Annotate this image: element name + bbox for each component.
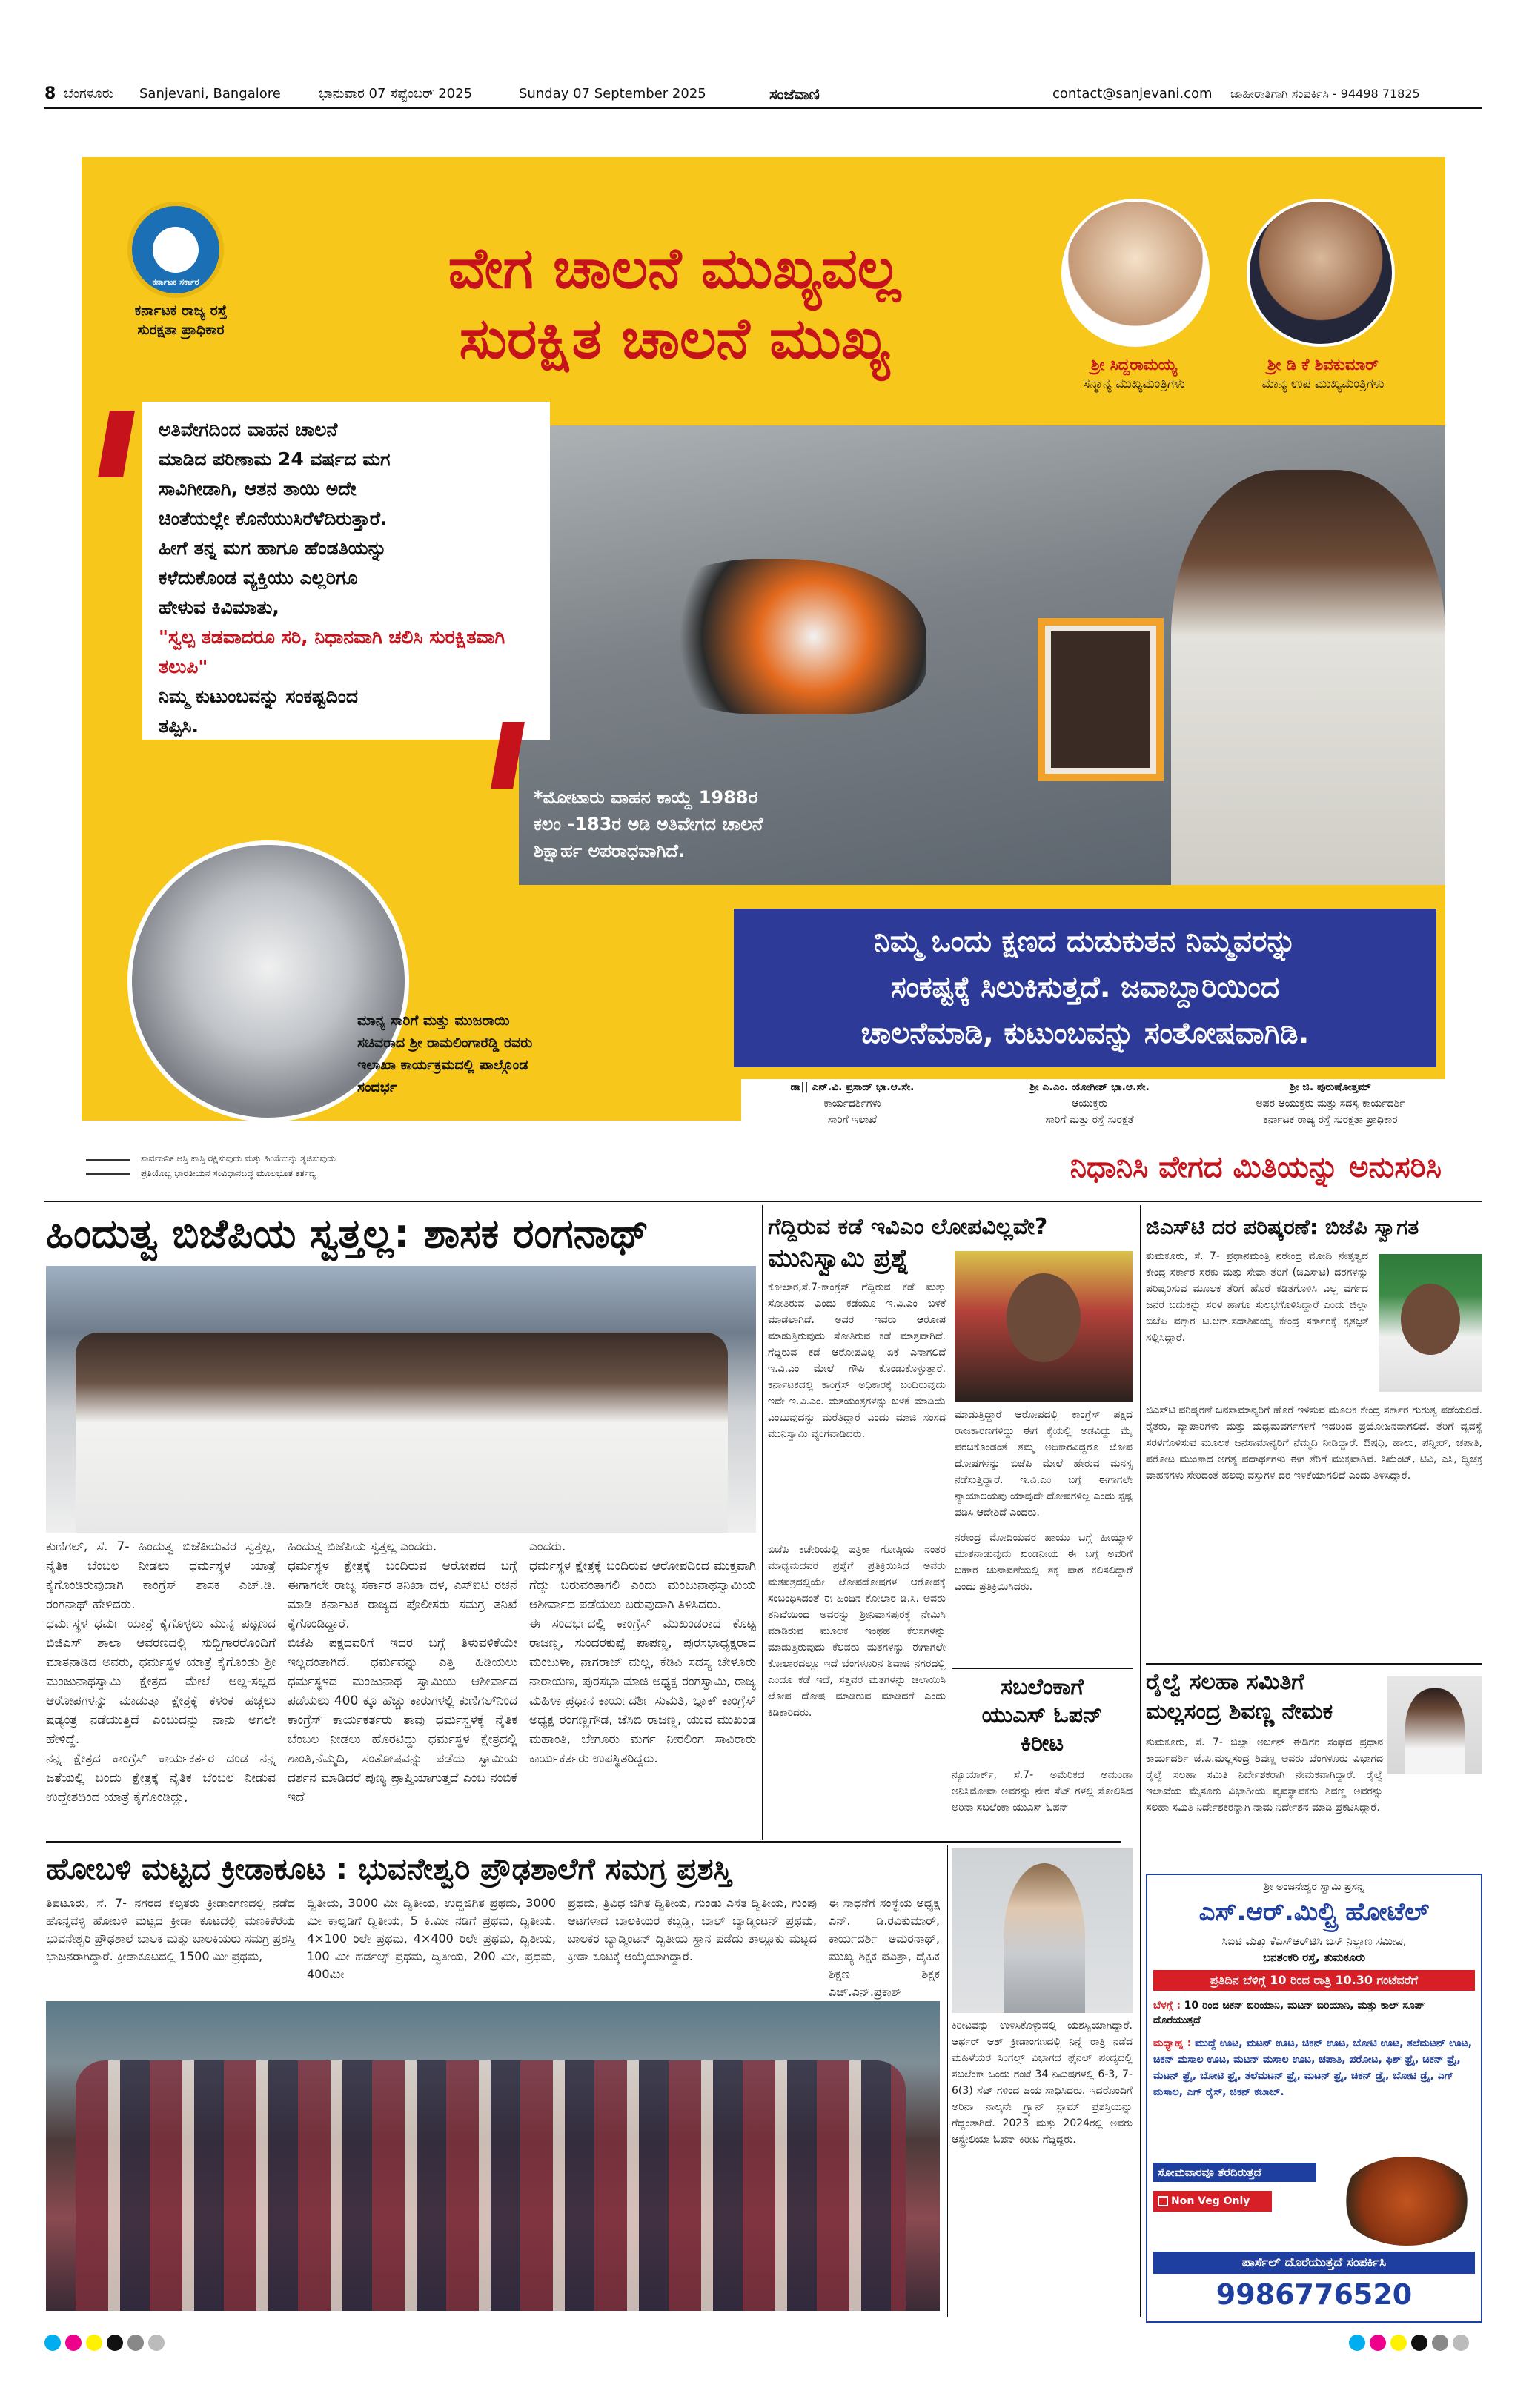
minister-caption: ಮಾನ್ಯ ಸಾರಿಗೆ ಮತ್ತು ಮುಜರಾಯಿ ಸಚಿವರಾದ ಶ್ರೀ ರಾಮಲಿಂಗಾರೆಡ್ಡಿ ರವರು ಇಲಾಖಾ ಕಾರ್ಯಕ್ರಮದಲ್ಲಿ ಪಾಲ್ಗೊಂಡ ಸಂದರ್ಭ: [357, 1012, 533, 1095]
cm-title: ಸನ್ಮಾನ್ಯ ಮುಖ್ಯಮಂತ್ರಿಗಳು: [1083, 377, 1185, 391]
story4-photo: [952, 1848, 1133, 2013]
footer-red-slogan: ನಿಧಾನಿಸಿ ವೇಗದ ಮಿತಿಯನ್ನು ಅನುಸರಿಸಿ: [1070, 1150, 1442, 1184]
sabalenka-with-trophy: [1004, 1863, 1085, 2013]
story5-headline-2: ಮಲ್ಲಸಂದ್ರ ಶಿವಣ್ಣ ನೇಮಕ: [1146, 1699, 1333, 1725]
story4-headline-2: ಯುಎಸ್ ಓಪನ್: [981, 1702, 1103, 1728]
story6-col4: ಈ ಸಾಧನೆಗೆ ಸಂಸ್ಥೆಯ ಅಧ್ಯಕ್ಷ ಎನ್. ಡಿ.ರವಿಕುಮಾರ್, ಕಾರ್ಯದರ್ಶಿ ಅಮರನಾಥ್, ಮುಖ್ಯ ಶಿಕ್ಷಕ ಪವಿತ್ರಾ, ದೈಹಿಕ ಶಿಕ್ಷಣ ಶಿಕ್ಷಕ ಎಚ್.ಎನ್.ಪ್ರಕಾಶ್: [829, 1896, 940, 1999]
story-end: ತಪ್ಪಿಸಿ.: [159, 715, 199, 737]
blue-message-box: ನಿಮ್ಮ ಒಂದು ಕ್ಷಣದ ದುಡುಕುತನ ನಿಮ್ಮವರನ್ನು ಸಂಕಷ್ಟಕ್ಕೆ ಸಿಲುಕಿಸುತ್ತದೆ. ಜವಾಬ್ದಾರಿಯಿಂದ ಚಾಲನೆಮಾಡಿ, ಕುಟುಂಬವನ್ನು ಸಂತೋಷವಾಗಿಡಿ.: [734, 909, 1436, 1067]
column-rule: [762, 1205, 763, 1840]
authority-name-2: ಸುರಕ್ಷತಾ ಪ್ರಾಧಿಕಾರ: [137, 322, 225, 338]
hotel-breakfast: ಬೆಳಗ್ಗೆ : 10 ರಿಂದ ಚಿಕನ್ ಬಿರಿಯಾನಿ, ಮಟನ್ ಬಿರಿಯಾನಿ, ಮತ್ತು ಕಾಲ್ ಸೂಪ್ ದೊರೆಯುತ್ತದೆ: [1153, 2000, 1425, 2026]
story6-headline: ಹೋಬಳಿ ಮಟ್ಟದ ಕ್ರೀಡಾಕೂಟ : ಭುವನೇಶ್ವರಿ ಪ್ರೌಢಶಾಲೆಗೆ ಸಮಗ್ರ ಪ್ರಶಸ್ತಿ: [46, 1852, 732, 1886]
registration-marks-right: [1349, 2335, 1497, 2352]
ad-bottom-rule: [44, 1201, 1482, 1202]
story-end: ನಿಮ್ಮ ಕುಟುಂಬವನ್ನು ಸಂಕಷ್ಟದಿಂದ: [159, 686, 359, 707]
framed-son-photo: [1045, 626, 1156, 774]
law-note: *ಮೋಟಾರು ವಾಹನ ಕಾಯ್ದೆ 1988ರ ಕಲಂ -183ರ ಅಡಿ ಅತಿವೇಗದ ಚಾಲನೆ ಶಿಕ್ಷಾರ್ಹ ಅಪರಾಧವಾಗಿದೆ.: [534, 787, 763, 861]
crashed-bike: [645, 559, 926, 714]
ad-headline-1: ವೇಗ ಚಾಲನೆ ಮುಖ್ಯವಲ್ಲ: [448, 235, 901, 301]
story4-body: ನ್ಯೂಯಾರ್ಕ್, ಸೆ.7- ಅಮೆರಿಕದ ಅಮಂಡಾ ಅನಿಸಿಮೋವಾ ಅವರನ್ನು ನೇರ ಸೆಟ್ ಗಳಲ್ಲಿ ಸೋಲಿಸಿದ ಅರಿನಾ ಸಬಲೆಂಕಾ ಯುಎಸ್ ಓಪನ್: [952, 1769, 1133, 1814]
authority-name-1: ಕರ್ನಾಟಕ ರಾಜ್ಯ ರಸ್ತೆ: [134, 302, 228, 319]
hotel-name: ಎಸ್.ಆರ್.ಮಿಲ್ಟ್ರಿ ಹೋಟೆಲ್: [1198, 1897, 1430, 1927]
cm-portrait: [1061, 199, 1210, 347]
official-2: ಶ್ರೀ ಎ.ಎಂ. ಯೋಗೀಶ್ ಭಾ.ಆ.ಸೇ. ಆಯುಕ್ತರು ಸಾರಿಗೆ ಮತ್ತು ರಸ್ತೆ ಸುರಕ್ಷತೆ: [1029, 1081, 1150, 1126]
story2-body-3: ಬಿಜೆಪಿ ಕಚೇರಿಯಲ್ಲಿ ಪತ್ರಿಕಾ ಗೋಷ್ಠಿಯ ನಂತರ ಮಾಧ್ಯಮದವರ ಪ್ರಶ್ನೆಗೆ ಪ್ರತಿಕ್ರಿಯಿಸಿದ ಅವರು ಮತಪತ್ರದಲ್ಲಿಯೇ ಲೋಪದೋಷಗಳ ಆರೋಪಕ್ಕೆ ಸಂಬಂಧಿಸಿದಂತೆ ಈ ಹಿಂದಿನ ಕೋಲಾರ ಡಿ.ಸಿ. ಅವರು ತನಿಖೆಯಿಂದ ಅವರನ್ನು ಶ್ರೀನಿವಾಸಪುರಕ್ಕೆ ನೇಮಿಸಿ ಮಾಡಿರುವ ಮೂಲಕ ಇಂಥಹ ಕೆಲಸಗಳನ್ನು ಮಾಡುತ್ತಿರುವುದು ಕೆಲವರು ಮತಗಳನ್ನು ಈಗಾಗಲೇ ಕೋಲಾರದಲ್ಲೂ ಇದೆ ಬೆಂಗಳೂರಿನ ಶಿವಾಜಿ ನಗರದಲ್ಲಿ ಎಂದೂ ಕಡೆ ಇದೆ, ಸತ್ತವರ ಮತಗಳನ್ನು ಚಲಾಯಿಸಿ ಲೋಪ ದೋಷ ಮಾಡಿರುವ ಮಾಡಿದರೆ ಎಂದು ಕಿಡಿಕಾರಿದರು.: [768, 1544, 946, 1719]
parliament-icon: [86, 1159, 130, 1175]
road-safety-ad: [82, 157, 1445, 1121]
story2-body-4: ನರೇಂದ್ರ ಮೋದಿಯವರ ಹಾಯು ಬಗ್ಗೆ ಹೀಯ್ಯಾಳಿ ಮಾತನಾಡುವುದು ಖಂಡನೀಯ ಈ ಬಗ್ಗೆ ಅವರಿಗೆ ಬಹಾರ ಚುನಾವಣೆಯಲ್ಲಿ ತಕ್ಕ ಪಾಠ ಕಲಿಸಲಿದ್ದಾರೆ ಎಂದು ಪ್ರತಿಕ್ರಿಯಿಸಿದರು.: [955, 1532, 1133, 1593]
story1-col2: ಹಿಂದುತ್ವ ಬಿಜೆಪಿಯ ಸ್ವತ್ತಲ್ಲ ಎಂದರು. ಧರ್ಮಸ್ಥಳ ಕ್ಷೇತ್ರಕ್ಕೆ ಬಂದಿರುವ ಆರೋಪದ ಬಗ್ಗೆ ಈಗಾಗಲೇ ರಾಜ್ಯ ಸರ್ಕಾರ ತನಿಖಾ ದಳ, ಎಸ್‌ಐಟಿ ರಚನೆ ಮಾಡಿ ಕರ್ನಾಟಕ ರಾಜ್ಯದ ಪೊಲೀಸರು ಸಮಗ್ರ ತನಿಖೆ ಕೈಗೊಂಡಿದ್ದಾರೆ. ಬಿಜೆಪಿ ಪಕ್ಷದವರಿಗೆ ಇದರ ಬಗ್ಗೆ ತಿಳುವಳಿಕೆಯೇ ಇಲ್ಲದಂತಾಗಿದೆ. ಧರ್ಮವನ್ನು ಎತ್ತಿ ಹಿಡಿಯಲು ಧರ್ಮಸ್ಥಳದ ಮಂಜುನಾಥ ಸ್ವಾಮಿಯ ಆಶೀರ್ವಾದ ಪಡೆಯಲು 400 ಕ್ಕೂ ಹೆಚ್ಚು ಕಾರುಗಳಲ್ಲಿ ಕುಣಿಗಲ್‌ನಿಂದ ಕಾಂಗ್ರೆಸ್ ಕಾರ್ಯಕರ್ತರು ತಾವು ಧರ್ಮಸ್ಥಳಕ್ಕೆ ನೈತಿಕ ಬೆಂಬಲ ನೀಡಲು ಹೊರಟಿದ್ದು ಧರ್ಮಸ್ಥಳ ಕ್ಷೇತ್ರದಲ್ಲಿ ಶಾಂತಿ,ನೆಮ್ಮದಿ, ಸಂತೋಷವನ್ನು ಪಡೆದು ಸ್ವಾಮಿಯ ದರ್ಶನ ಮಾಡಿದರೆ ಪುಣ್ಯ ಪ್ರಾಪ್ತಿಯಾಗುತ್ತದೆ ಎಂಬ ನಂಬಿಕೆ ಇದೆ: [288, 1539, 517, 1805]
header-masthead: ಸಂಜೆವಾಣಿ: [769, 85, 820, 103]
hotel-ad: [1146, 1874, 1482, 2323]
story-quote: "ಸ್ವಲ್ಪ ತಡವಾದರೂ ಸರಿ, ನಿಧಾನವಾಗಿ ಚಲಿಸಿ ಸುರಕ್ಷಿತವಾಗಿ ತಲುಪಿ": [159, 626, 505, 677]
hotel-address-2: ಬನಶಂಕರಿ ರಸ್ತೆ, ತುಮಕೂರು: [1263, 1951, 1365, 1964]
hotel-address-1: ಸಿಐಟಿ ಮತ್ತು ಕೆಎಸ್ಆರ್‌ಟಿಸಿ ಬಸ್ ನಿಲ್ದಾಣ ಸಮೀಪ,: [1221, 1934, 1407, 1948]
header-ad-contact: ಜಾಹೀರಾತಿಗಾಗಿ ಸಂಪರ್ಕಿಸಿ - 94498 71825: [1230, 87, 1420, 101]
story2-body-2: ಮಾಡುತ್ತಿದ್ದಾರೆ ಆರೋಪದಲ್ಲಿ ಕಾಂಗ್ರೆಸ್ ಪಕ್ಷದ ರಾಜಕಾರಣಗಳಿದ್ದು ಈಗ ಕೈಯಲ್ಲಿ ಅಡವಿದ್ದು ಮೈ ಪರಚಿಕೊಂಡಂತೆ ತಮ್ಮ ಅಧಿಕಾರವಿದ್ದರೂ ಲೋಪ ದೋಷಗಳನ್ನು ಬಿಜೆಪಿ ಮೇಲೆ ಹೇರುವ ಮನಸ್ಸ ನಡೆಸುತ್ತಿದ್ದಾರೆ. ಇ.ವಿ.ಎಂ ಬಗ್ಗೆ ಈಗಾಗಲೇ ನ್ಯಾಯಾಲಯವು ಯಾವುದೇ ದೋಷಗಳಿಲ್ಲ ಎಂದು ಸ್ಪಷ್ಟ ಪಡಿಸಿ ಆದೇಶಿದೆ ಎಂದರು.: [955, 1409, 1133, 1519]
story6-photo: [46, 2001, 940, 2311]
hotel-phone[interactable]: 9986776520: [1216, 2278, 1413, 2311]
dcm-title: ಮಾನ್ಯ ಉಪ ಮುಖ್ಯಮಂತ್ರಿಗಳು: [1261, 377, 1385, 391]
food-plate-photo: [1340, 2157, 1473, 2246]
hotel-parcel: ಪಾರ್ಸೆಲ್ ದೊರೆಯುತ್ತದೆ ಸಂಪರ್ಕಿಸಿ: [1153, 2252, 1475, 2274]
nonveg-icon: [1158, 2196, 1168, 2206]
officials-strip: [741, 1079, 1445, 1146]
story-line: ಚಿಂತೆಯಲ್ಲೇ ಕೊನೆಯುಸಿರೆಳೆದಿರುತ್ತಾರೆ.: [159, 508, 388, 529]
official-1: ಡಾ|| ಎನ್.ವಿ. ಪ್ರಸಾದ್ ಭಾ.ಆ.ಸೇ. ಕಾರ್ಯದರ್ಶಿಗಳು ಸಾರಿಗೆ ಇಲಾಖೆ: [790, 1081, 915, 1126]
header-date-kn: ಭಾನುವಾರ 07 ಸೆಪ್ಟೆಂಬರ್ 2025: [319, 86, 473, 102]
munisvamy-portrait: [1007, 1273, 1081, 1362]
sadashivaiah-portrait: [1401, 1284, 1460, 1355]
header-city: ಬೆಂಗಳೂರು: [64, 86, 114, 102]
shivanna-portrait: [1405, 1688, 1465, 1774]
story3-headline: ಜಿಎಸ್‌ಟಿ ದರ ಪರಿಷ್ಕರಣೆ: ಬಿಜೆಪಿ ಸ್ವಾಗತ: [1146, 1215, 1419, 1239]
column-rule: [947, 1845, 948, 2317]
story4-headline-3: ಕಿರೀಟ: [1020, 1731, 1064, 1757]
story4-top-rule: [952, 1668, 1133, 1669]
story5-top-rule: [1146, 1663, 1482, 1665]
story2-headline-1: ಗೆದ್ದಿರುವ ಕಡೆ ಇವಿಎಂ ಲೋಪವಿಲ್ಲವೇ?: [768, 1214, 1048, 1240]
nonveg-badge: Non Veg Only: [1153, 2191, 1272, 2212]
students-group: [76, 2060, 906, 2311]
story2-photo: [955, 1251, 1133, 1402]
story-box: [142, 402, 550, 740]
page-header: [44, 83, 1482, 105]
group-of-people: [76, 1333, 728, 1533]
story1-col1: ಕುಣಿಗಲ್, ಸೆ. 7- ಹಿಂದುತ್ವ ಬಿಜೆಪಿಯವರ ಸ್ವತ್ತಲ್ಲ, ನೈತಿಕ ಬೆಂಬಲ ನೀಡಲು ಧರ್ಮಸ್ಥಳ ಯಾತ್ರೆ ಕೈಗೊಂಡಿರುವುದಾಗಿ ಕಾಂಗ್ರೆಸ್ ಶಾಸಕ ಎಚ್.ಡಿ. ರಂಗನಾಥ್ ಹೇಳಿದರು. ಧರ್ಮಸ್ಥಳ ಧರ್ಮ ಯಾತ್ರೆ ಕೈಗೊಳ್ಳಲು ಮುನ್ನ ಪಟ್ಟಣದ ಬಿಜಿಎಸ್ ಶಾಲಾ ಆವರಣದಲ್ಲಿ ಸುದ್ದಿಗಾರರೊಂದಿಗೆ ಮಾತನಾಡಿದ ಅವರು, ಧರ್ಮಸ್ಥಳ ಯಾತ್ರೆ ಕೈಗೊಂಡು ಶ್ರೀ ಮಂಜುನಾಥಸ್ವಾಮಿ ಕ್ಷೇತ್ರದ ಮೇಲೆ ಅಲ್ಲ-ಸಲ್ಲದ ಆರೋಪಗಳನ್ನು ಮಾಡುತ್ತಾ ಕ್ಷೇತ್ರಕ್ಕೆ ಕಳಂಕ ಹಚ್ಚಲು ಷಡ್ಯಂತ್ರ ನಡೆಯುತ್ತಿದೆ ಎಂಬುದನ್ನು ನಾನು ಅಗಲೇ ಹೇಳಿದ್ದೆ. ನನ್ನ ಕ್ಷೇತ್ರದ ಕಾಂಗ್ರೆಸ್ ಕಾರ್ಯಕರ್ತರ ದಂಡ ನನ್ನ ಜತೆಯಲ್ಲಿ ಬಂದು ಕ್ಷೇತ್ರಕ್ಕೆ ನೈತಿಕ ಬೆಂಬಲ ನೀಡುವ ಉದ್ದೇಶದಿಂದ ಯಾತ್ರೆ ಕೈಗೊಂಡಿದ್ದು,: [46, 1539, 276, 1805]
dcm-portrait: [1247, 199, 1395, 347]
story6-col1: ತಿಪಟೂರು, ಸೆ. 7- ನಗರದ ಕಲ್ಪತರು ಕ್ರೀಡಾಂಗಣದಲ್ಲಿ ನಡೆದ ಹೊನ್ನವಳ್ಳಿ ಹೋಬಳಿ ಮಟ್ಟದ ಕ್ರೀಡಾ ಕೂಟದಲ್ಲಿ ಮಣಕಿಕೆರೆಯ ಭುವನೇಶ್ವರಿ ಪ್ರೌಢಶಾಲೆ ಬಾಲಕ ಮತ್ತು ಬಾಲಕಿಯರು ಸಮಗ್ರ ಪ್ರಶಸ್ತಿ ಭಾಜನರಾಗಿದ್ದಾರೆ. ಕ್ರೀಡಾಕೂಟದಲ್ಲಿ 1500 ಮೀ ಪ್ರಥಮ,: [46, 1896, 295, 1963]
story1-col3: ಎಂದರು. ಧರ್ಮಸ್ಥಳ ಕ್ಷೇತ್ರಕ್ಕೆ ಬಂದಿರುವ ಆರೋಪದಿಂದ ಮುಕ್ತವಾಗಿ ಗೆದ್ದು ಬರುವಂತಾಗಲಿ ಎಂದು ಮಂಜುನಾಥಸ್ವಾಮಿಯ ಆಶೀರ್ವಾದ ಪಡೆಯಲು ಬರುವುದಾಗಿ ತಿಳಿಸಿದರು. ಈ ಸಂದರ್ಭದಲ್ಲಿ ಕಾಂಗ್ರೆಸ್ ಮುಖಂಡರಾದ ಕೊಟ್ಟ ರಾಜಣ್ಣ, ಸುಂದರಕುಪ್ಪೆ ಪಾಪಣ್ಣ, ಪುರಸಭಾಧ್ಯಕ್ಷರಾದ ಮಂಜುಳಾ, ನಾಗರಾಜ್ ಮಲ್ಲ, ಕೆಡಿಪಿ ಸದಸ್ಯ ಚೇಳೂರು ನಾರಾಯಣ, ಪುರಸಭಾ ಮಾಜಿ ಅಧ್ಯಕ್ಷ ರಂಗಸ್ವಾಮಿ, ರಾಜ್ಯ ಮಹಿಳಾ ಪ್ರಧಾನ ಕಾರ್ಯದರ್ಶಿ ಸುಮತಿ, ಬ್ಲಾಕ್ ಕಾಂಗ್ರೆಸ್ ಅಧ್ಯಕ್ಷ ರಂಗಣ್ಣಗೌಡ, ಜೆಸಿಬಿ ರಾಜಣ್ಣ, ಯುವ ಮುಖಂಡ ಮಹಾಂತಿ, ಬೇಗೂರು ಮರ್ಗ ನೀರಲಿಂಗ ಸಾವಿರಾರು ಕಾರ್ಯಕರ್ತರು ಉಪಸ್ಥಿತರಿದ್ದರು.: [529, 1539, 756, 1766]
registration-marks-left: [44, 2335, 193, 2352]
hotel-blessing: ಶ್ರೀ ಅಂಜನೇಶ್ವರ ಸ್ವಾಮಿ ಪ್ರಸನ್ನ: [1264, 1881, 1364, 1893]
story2-headline-2: ಮುನಿಸ್ವಾಮಿ ಪ್ರಶ್ನೆ: [768, 1244, 909, 1273]
cm-name: ಶ್ರೀ ಸಿದ್ದರಾಮಯ್ಯ: [1090, 356, 1178, 374]
hotel-timing: ಪ್ರತಿದಿನ ಬೆಳಿಗ್ಗೆ 10 ರಿಂದ ರಾತ್ರಿ 10.30 ಗಂಟೆವರೆಗೆ: [1153, 1970, 1475, 1991]
story2-body: ಕೋಲಾರ,ಸೆ.7-ಕಾಂಗ್ರೆಸ್ ಗೆದ್ದಿರುವ ಕಡೆ ಮತ್ತು ಸೋತಿರುವ ಎಂದು ಕಡೆಯೂ ಇ.ವಿ.ಎಂ ಬಳಕೆ ಮಾಡಲಾಗಿದೆ. ಅದರ ಇವರು ಆರೋಪ ಮಾಡುತ್ತಿರುವುದು ಸೋತಿರುವ ಕಡೆ ಮಾತ್ರವಾಗಿದೆ. ಗೆದ್ದಿರುವ ಕಡೆ ಆರೋಪವಿಲ್ಲ ಏಕೆ ಎನಾಗಲಿದೆ ಇ.ವಿ.ಎಂ ಮೇಲೆ ಗೌಪಿ ಕೊಂಡುಕೊಳ್ಳುತ್ತಾರೆ. ಕರ್ನಾಟಕದಲ್ಲಿ ಕಾಂಗ್ರೆಸ್ ಅಧಿಕಾರಕ್ಕೆ ಬಂದಿರುವುದು ಇದೇ ಇ.ವಿ.ಎಂ. ಮತಯಂತ್ರಗಳನ್ನು ಬಳಕೆ ಮಾಡಿಯೆ ಎಂಬುವುದನ್ನು ಮರೆತಿದ್ದಾರೆ ಎಂದು ಮಾಜಿ ಸಂಸದ ಮುನಿಸ್ವಾಮಿ ವ್ಯಂಗವಾಡಿದರು.: [768, 1281, 946, 1440]
story1-photo: [46, 1266, 756, 1533]
seal-text: ಕರ್ನಾಟಕ ಸರ್ಕಾರ: [152, 277, 199, 287]
story-line: ಹೀಗೆ ತನ್ನ ಮಗ ಹಾಗೂ ಹೆಂಡತಿಯನ್ನು: [159, 537, 387, 559]
column-rule: [1140, 1205, 1141, 2317]
header-rule: [44, 107, 1482, 109]
official-3: ಶ್ರೀ ಜಿ. ಪುರುಷೋತ್ತಮ್ ಅಪರ ಆಯುಕ್ತರು ಮತ್ತು ಸದಸ್ಯ ಕಾರ್ಯದರ್ಶಿ ಕರ್ನಾಟಕ ರಾಜ್ಯ ರಸ್ತೆ ಸುರಕ್ಷತಾ ಪ್ರಾಧಿಕಾರ: [1256, 1081, 1405, 1126]
header-date-en: Sunday 07 September 2025: [519, 86, 706, 102]
story5-photo: [1387, 1676, 1482, 1774]
story5-headline-1: ರೈಲ್ವೆ ಸಲಹಾ ಸಮಿತಿಗೆ: [1146, 1669, 1304, 1695]
story-line: ಮಾಡಿದ ಪರಿಣಾಮ 24 ವರ್ಷದ ಮಗ: [159, 448, 391, 470]
page-number: 8: [44, 84, 56, 103]
karnataka-seal-icon: [127, 202, 224, 298]
story6-top-rule: [46, 1841, 1121, 1843]
red-accent-bar: [98, 411, 135, 477]
story3-photo: [1379, 1254, 1482, 1392]
header-email[interactable]: contact@sanjevani.com: [1052, 86, 1213, 102]
story6-col2: ದ್ವಿತೀಯ, 3000 ಮೀ ದ್ವಿತೀಯ, ಉದ್ದಜಿಗಿತ ಪ್ರಥಮ, 3000 ಮೀ ಕಾಲ್ನಡಿಗೆ ದ್ವಿತೀಯ, 5 ಕಿ.ಮೀ ನಡಿಗೆ ಪ್ರಥಮ, ದ್ವಿತೀಯ. 4×100 ರಿಲೇ ಪ್ರಥಮ, 4×400 ರಿಲೇ ಪ್ರಥಮ, ದ್ವಿತೀಯ, 100 ಮೀ ಹರ್ಡಲ್ಸ್ ಪ್ರಥಮ, ದ್ವಿತೀಯ, 200 ಮೀ, ಪ್ರಥಮ, 400ಮೀ: [307, 1896, 556, 1981]
story-line: ಕಳೆದುಕೊಂಡ ವ್ಯಕ್ತಿಯು ಎಲ್ಲರಿಗೂ: [159, 567, 358, 588]
grieving-man: [1171, 470, 1445, 885]
story4-body-2: ಕಿರೀಟವನ್ನು ಉಳಿಸಿಕೊಳ್ಳುವಲ್ಲಿ ಯಶಸ್ವಿಯಾಗಿದ್ದಾರೆ. ಆರ್ಥರ್ ಆಶ್ ಕ್ರೀಡಾಂಗಣದಲ್ಲಿ ನಿನ್ನೆ ರಾತ್ರಿ ನಡೆದ ಮಹಿಳೆಯರ ಸಿಂಗಲ್ಸ್ ವಿಭಾಗದ ಫೈನಲ್ ಪಂದ್ಯದಲ್ಲಿ ಸಬಲೆಂಕಾ ಒಂದು ಗಂಟೆ 34 ನಿಮಿಷಗಳಲ್ಲಿ 6-3, 7-6(3) ಸೆಟ್ ಗಳಿಂದ ಜಯ ಸಾಧಿಸಿದರು. ಇದರೊಂದಿಗೆ ಅರಿನಾ ನಾಲ್ಕನೇ ಗ್ರ್ಯಾನ್ ಸ್ಲಾಮ್ ಪ್ರಶಸ್ತಿಯನ್ನು ಗೆದ್ದಂತಾಗಿದೆ. 2023 ಮತ್ತು 2024ರಲ್ಲಿ ಅವರು ಆಸ್ಟ್ರೇಲಿಯಾ ಓಪನ್ ಕಿರೀಟ ಗೆದ್ದಿದ್ದರು.: [952, 2020, 1133, 2146]
hotel-open-monday: ಸೋಮವಾರವೂ ತೆರೆದಿರುತ್ತದೆ: [1153, 2163, 1316, 2182]
story6-col3: ಪ್ರಥಮ, ತ್ರಿವಿಧ ಜಿಗಿತ ದ್ವಿತೀಯ, ಗುಂಡು ಎಸೆತ ದ್ವಿತೀಯ, ಗುಂಪು ಆಟಗಳಾದ ಬಾಲಕಿಯರ ಕಬ್ಬಡ್ಡಿ, ಬಾಲ್ ಬ್ಯಾಡ್ಮಿಂಟನ್ ಪ್ರಥಮ, ಬಾಲಕರ ಬ್ಯಾಡ್ಮಿಂಟನ್ ದ್ವಿತೀಯ ಸ್ಥಾನ ಪಡೆದು ತಾಲ್ಲೂಕು ಮಟ್ಟದ ಕ್ರೀಡಾ ಕೂಟಕ್ಕೆ ಆಯ್ಕೆಯಾಗಿದ್ದಾರೆ.: [568, 1896, 817, 1963]
ad-headline-2: ಸುರಕ್ಷಿತ ಚಾಲನೆ ಮುಖ್ಯ: [459, 305, 890, 371]
story5-body: ತುಮಕೂರು, ಸೆ. 7- ಜಿಲ್ಲಾ ಅರ್ಬನ್ ಈಡಿಗರ ಸಂಘದ ಪ್ರಧಾನ ಕಾರ್ಯದರ್ಶಿ ಜೆ.ಪಿ.ಮಲ್ಲಸಂದ್ರ ಶಿವಣ್ಣ ಅವರು ಬೆಂಗಳೂರು ವಿಭಾಗದ ರೈಲ್ವೆ ಸಲಹಾ ಸಮಿತಿ ನಿರ್ದೇಶಕರಾಗಿ ನೇಮಕವಾಗಿದ್ದಾರೆ. ರೈಲ್ವೆ ಇಲಾಖೆಯ ಮೈಸೂರು ವಿಭಾಗೀಯ ವ್ಯವಸ್ಥಾಪಕರು ಶಿವಣ್ಣ ಅವರನ್ನು ಸಲಹಾ ಸಮಿತಿ ನಿರ್ದೇಶಕರನ್ನಾಗಿ ನಾಮ ನಿರ್ದೇಶನ ಮಾಡಿ ಪ್ರಕಟಿಸಿದ್ದಾರೆ.: [1146, 1737, 1383, 1814]
ad-footer: [82, 1150, 1445, 1196]
story4-headline-1: ಸಬಲೆಂಕಾಗೆ: [1001, 1674, 1084, 1700]
story-line: ಸಾವಿಗೀಡಾಗಿ, ಆತನ ತಾಯಿ ಅದೇ: [159, 478, 357, 500]
hotel-menu: ಮಧ್ಯಾಹ್ನ : ಮುದ್ದೆ ಊಟ, ಮಟನ್ ಊಟ, ಚಿಕನ್ ಊಟ, ಬೋಟಿ ಊಟ, ತಲೆಮಟನ್ ಊಟ, ಚಿಕನ್ ಮಸಾಲ ಊಟ, ಮಟನ್ ಮಸಾಲ ಊಟ, ಚಪಾತಿ, ಪರೋಟ, ಫಿಶ್ ಫ್ರೈ, ಚಿಕನ್ ಫ್ರೈ, ಮಟನ್ ಫ್ರೈ, ಬೋಟಿ ಫ್ರೈ, ತಲೆಮಟನ್ ಫ್ರೈ, ಮಟನ್ ಫ್ರೈ, ಚಿಕನ್ ಡ್ರೈ, ಬೋಟಿ ಡ್ರೈ, ಎಗ್ ಮಸಾಲ, ಎಗ್ ರೈಸ್, ಚಿಕನ್ ಕಬಾಬ್.: [1153, 2037, 1473, 2098]
story3-body-2: ಜಿಎಸ್‌ಟಿ ಪರಿಷ್ಕರಣೆ ಜನಸಾಮಾನ್ಯರಿಗೆ ಹೊರೆ ಇಳಿಸುವ ಮೂಲಕ ಕೇಂದ್ರ ಸರ್ಕಾರ ಗುರುತ್ವ ಪಡೆಯಲಿದೆ. ರೈತರು, ವ್ಯಾಪಾರಿಗಳು ಮತ್ತು ಮಧ್ಯಮವರ್ಗಗಳಿಗೆ ಇದರಿಂದ ಪ್ರಯೋಜನವಾಗಲಿದೆ. ತೆರಿಗೆ ವ್ಯವಸ್ಥೆ ಸರಳಗೊಳಿಸುವ ಮೂಲಕ ಜನಸಾಮಾನ್ಯರಿಗೆ ನೆಮ್ಮದಿ ನೀಡಿದ್ದಾರೆ. ಔಷಧಿ, ಹಾಲು, ಪನ್ನೀರ್, ಚಪಾತಿ, ಪರೋಟ ಮುಂತಾದ ಅಗತ್ಯ ಪದಾರ್ಥಗಳು ಈಗ ತೆರಿಗೆ ಮುಕ್ತವಾಗಿವೆ. ಸಿಮೆಂಟ್, ಟಿವಿ, ಎಸಿ, ದ್ವಿಚಕ್ರ ವಾಹನಗಳು ಸೇರಿದಂತೆ ಹಲವು ವಸ್ತುಗಳ ದರ ಇಳಿಕೆಯಾಗಲಿದೆ ಎಂದು ತಿಳಿಸಿದ್ದಾರೆ.: [1146, 1404, 1482, 1482]
footer-small-1: ಸಾರ್ವಜನಿಕ ಆಸ್ತಿ ಪಾಸ್ತಿ ರಕ್ಷಿಸುವುದು ಮತ್ತು ಹಿಂಸೆಯನ್ನು ತ್ಯಜಿಸುವುದು: [141, 1153, 336, 1164]
dcm-name: ಶ್ರೀ ಡಿ ಕೆ ಶಿವಕುಮಾರ್: [1267, 356, 1379, 374]
story1-headline: ಹಿಂದುತ್ವ ಬಿಜೆಪಿಯ ಸ್ವತ್ತಲ್ಲ: ಶಾಸಕ ರಂಗನಾಥ್: [46, 1210, 649, 1257]
header-paper: Sanjevani, Bangalore: [139, 86, 281, 102]
story-line: ಹೇಳುವ ಕಿವಿಮಾತು,: [159, 597, 279, 618]
footer-small-2: ಪ್ರತಿಯೊಬ್ಬ ಭಾರತೀಯನ ಸಂವಿಧಾನಬದ್ಧ ಮೂಲಭೂತ ಕರ್ತವ್ಯ: [141, 1168, 316, 1178]
story3-body: ತುಮಕೂರು, ಸೆ. 7- ಪ್ರಧಾನಮಂತ್ರಿ ನರೇಂದ್ರ ಮೋದಿ ನೇತೃತ್ವದ ಕೇಂದ್ರ ಸರ್ಕಾರ ಸರಕು ಮತ್ತು ಸೇವಾ ತೆರಿಗೆ (ಜಿಎಸ್‌ಟಿ) ದರಗಳನ್ನು ಪರಿಷ್ಕರಿಸುವ ಮೂಲಕ ತೆರಿಗೆ ಹೊರೆ ಕಡಿತಗೊಳಿಸಿ ಎಲ್ಲ ವರ್ಗದ ಜನರ ಬದುಕನ್ನು ಸರಳ ಹಾಗೂ ಸುಲಭಗೊಳಿಸಿದ್ದಾರೆ ಎಂದು ಜಿಲ್ಲಾ ಬಿಜೆಪಿ ವಕ್ತಾರ ಟಿ.ಆರ್.ಸದಾಶಿವಯ್ಯ ಕೇಂದ್ರ ಸರ್ಕಾರಕ್ಕೆ ಕೃತಜ್ಞತೆ ಸಲ್ಲಿಸಿದ್ದಾರೆ.: [1146, 1250, 1368, 1344]
story-line: ಅತಿವೇಗದಿಂದ ವಾಹನ ಚಾಲನೆ: [159, 419, 338, 440]
